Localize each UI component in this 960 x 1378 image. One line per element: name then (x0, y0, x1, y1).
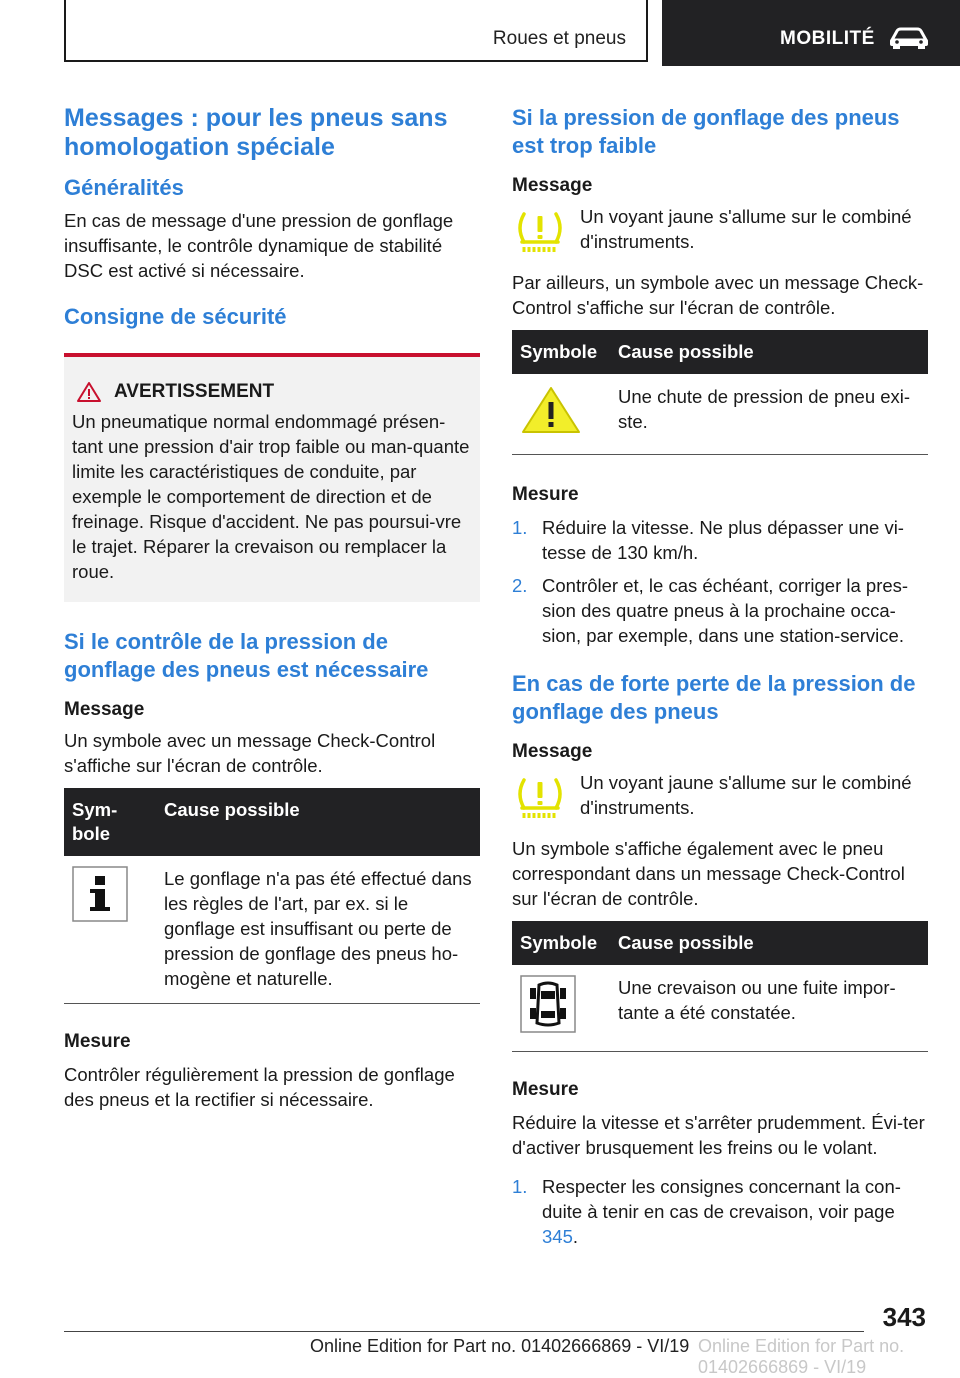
step-text-part: Respecter les consignes concernant la con-duite à tenir en cas de crevaison, voir page (542, 1176, 901, 1222)
car-tire-damage-icon (520, 975, 576, 1033)
loss-symbol-table (512, 921, 928, 1052)
section-title: Roues et pneus (492, 28, 626, 49)
step-text: Réduire la vitesse. Ne plus dépasser une vi-tesse de 130 km/h. (542, 517, 904, 563)
cause-cell: Une crevaison ou une fuite impor-tante a été constatée. (610, 965, 928, 1052)
symbol-cell (512, 965, 610, 1052)
warning-text: Un pneumatique normal endommagé présen-tant une pression d'air trop faible ou man-quante limite les caractéristiques de conduite, par exemple le comportement de direction et de freinage. Risque d'accident. Ne pas poursui-vre le trajet. Réparer la crevaison ou remplacer la roue. (72, 411, 470, 582)
step-number: 1. (512, 517, 528, 538)
step-number: 1. (512, 1176, 528, 1197)
cause-cell: Une chute de pression de pneu exi-ste. (610, 374, 928, 455)
column-cause-header: Cause possible (610, 921, 928, 965)
loss-heading: En cas de forte perte de la pression de gonflage des pneus (512, 671, 916, 724)
symbol-cell (512, 374, 610, 455)
column-cause-header: Cause possible (156, 788, 480, 856)
column-symbol-header: Symbole (512, 330, 610, 374)
warning-triangle-icon (520, 384, 582, 436)
table-row (512, 374, 928, 455)
page-number: 343 (882, 1302, 926, 1332)
loss-measure-steps (512, 1174, 928, 1249)
low-extra-text: Par ailleurs, un symbole avec un message Check-Control s'affiche sur l'écran de contrôle. (512, 272, 924, 318)
info-icon (72, 866, 128, 922)
page-header (0, 0, 960, 66)
warning-label: AVERTISSEMENT (114, 381, 275, 402)
list-item (512, 1174, 928, 1249)
list-item (512, 573, 928, 648)
table-header-row (512, 330, 928, 374)
loss-indicator-row (512, 770, 928, 822)
footer-divider (64, 1331, 864, 1332)
step-number: 2. (512, 575, 528, 596)
loss-measure-label: Mesure (512, 1079, 579, 1100)
loss-extra-text: Un symbole s'affiche également avec le pneu correspondant dans un message Check-Control sur l'écran de contrôle. (512, 838, 905, 909)
right-column (512, 100, 928, 1257)
table-header-row (64, 788, 480, 856)
section-tab (64, 0, 648, 62)
column-symbol-header: Symbole (512, 921, 610, 965)
watermark: Online Edition for Part no. 01402666869 - VI/19 (698, 1336, 905, 1377)
column-symbol-header: Sym-bole (64, 788, 156, 856)
step-text-end: . (572, 1226, 579, 1247)
loss-measure-text: Réduire la vitesse et s'arrêter prudemment. Évi-ter d'activer brusquement les freins ou le volant. (512, 1112, 925, 1158)
table-row (512, 965, 928, 1052)
loss-message-label: Message (512, 741, 593, 762)
low-measure-steps (512, 515, 928, 648)
table-row (64, 856, 480, 1004)
page-reference-link[interactable]: 345 (542, 1226, 573, 1247)
left-column (64, 100, 480, 1112)
low-indicator-row (512, 204, 928, 256)
message-text: Un symbole avec un message Check-Control s'affiche sur l'écran de contrôle. (64, 730, 436, 776)
measure-label: Mesure (64, 1031, 131, 1052)
warning-box (64, 353, 480, 602)
step-text (542, 1174, 928, 1249)
cause-cell: Le gonflage n'a pas été effectué dans les règles de l'art, par ex. si le gonflage est insuffisant ou perte de pression de gonflage des pneus ho-mogène et naturelle. (156, 856, 480, 1004)
column-cause-header: Cause possible (610, 330, 928, 374)
chapter-tab (662, 0, 960, 66)
list-item (512, 515, 928, 565)
low-pressure-heading: Si la pression de gonflage des pneus est trop faible (512, 105, 900, 158)
warning-header (72, 381, 470, 403)
tire-pressure-warning-icon (512, 774, 568, 822)
step-text: Contrôler et, le cas échéant, corriger la pres-sion des quatre pneus à la prochaine occa-sion, par exemple, dans une station-service. (542, 575, 909, 646)
low-measure-label: Mesure (512, 484, 579, 505)
tire-pressure-warning-icon (512, 208, 568, 256)
loss-indicator-text: Un voyant jaune s'allume sur le combiné d'instruments. (580, 772, 912, 818)
section-heading: Messages : pour les pneus sans homologation spéciale (64, 104, 448, 161)
low-indicator-text: Un voyant jaune s'allume sur le combiné d'instruments. (580, 206, 912, 252)
check-heading: Si le contrôle de la pression de gonflage des pneus est nécessaire (64, 629, 429, 682)
symbol-table (64, 788, 480, 1004)
warning-triangle-icon (76, 381, 102, 403)
table-header-row (512, 921, 928, 965)
edition-text: Online Edition for Part no. 01402666869 - VI/19 (310, 1336, 690, 1356)
generalities-text: En cas de message d'une pression de gonflage insuffisante, le contrôle dynamique de stabilité DSC est activé si nécessaire. (64, 210, 454, 281)
low-message-label: Message (512, 175, 593, 196)
chapter-title: MOBILITÉ (780, 28, 875, 49)
message-label: Message (64, 699, 145, 720)
safety-heading: Consigne de sécurité (64, 304, 287, 329)
generalities-heading: Généralités (64, 175, 184, 200)
low-symbol-table (512, 330, 928, 455)
measure-text: Contrôler régulièrement la pression de gonflage des pneus et la rectifier si nécessaire. (64, 1064, 455, 1110)
symbol-cell (64, 856, 156, 1004)
car-icon (888, 26, 930, 50)
